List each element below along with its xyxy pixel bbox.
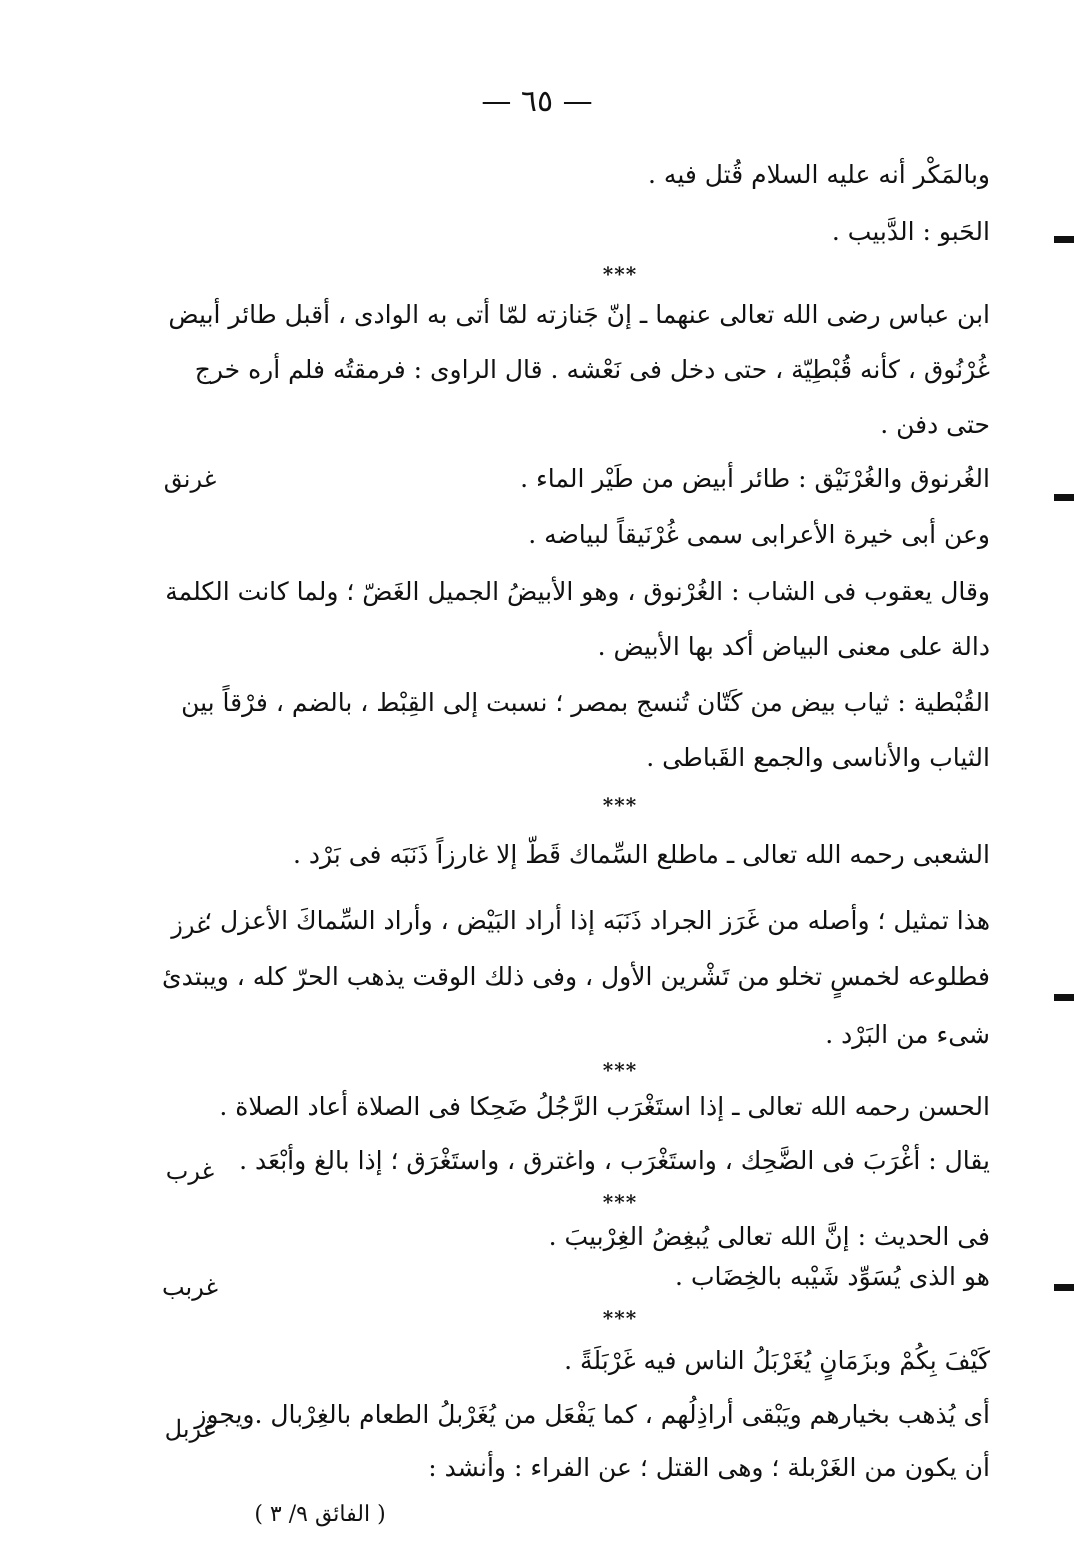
text-line: أن يكون من الغَرْبلة ؛ وهى القتل ؛ عن الفراء : وأنشد :	[428, 1453, 990, 1482]
margin-root-word: غرز	[171, 911, 209, 939]
edge-mark	[1054, 236, 1074, 243]
margin-root-word: غربب	[161, 1273, 219, 1301]
text-line: أى يُذهب بخيارهم ويَبْقى أراذِلُهم ، كما يَفْعَل من يُغَرْبلُ الطعام بالغِرْبال .ويجوز	[194, 1400, 990, 1429]
section-separator: ***	[602, 793, 638, 817]
text-line: يقال : أغْرَبَ فى الضَّحِك ، واستَغْرَب ، واغترق ، واستَغْرَق ؛ إذا بالغ وأبْعَد .	[239, 1146, 990, 1175]
section-separator: ***	[602, 1306, 638, 1330]
page-number: — ٦٥ —	[481, 84, 593, 119]
text-line: ابن عباس رضى الله تعالى عنهما ـ إنّ جَنازته لمّا أتى به الوادى ، أقبل طائر أبيض	[168, 300, 990, 329]
text-line: هو الذى يُسَوِّد شَيْبه بالخِضَاب .	[675, 1262, 990, 1291]
text-line: فطلوعه لخمسٍ تخلو من تَشْرين الأول ، وفى ذلك الوقت يذهب الحرّ كله ، ويبتدئ	[162, 962, 990, 991]
text-line: دالة على معنى البياض أكد بها الأبيض .	[597, 632, 990, 661]
section-separator: ***	[602, 1190, 638, 1214]
text-line: الحَبو : الدَّبيب .	[831, 217, 990, 246]
text-line: حتى دفن .	[880, 410, 990, 439]
text-line: الثياب والأناسى والجمع القَباطى .	[646, 743, 990, 772]
text-line: الغُرنوق والغُرْنَيْق : طائر أبيض من طَيْر الماء .	[520, 464, 990, 493]
signature-footer: ( الفائق ٩/ ٣ )	[254, 1502, 386, 1527]
section-separator: ***	[602, 1058, 638, 1082]
section-separator: ***	[602, 262, 638, 286]
text-line: فى الحديث : إنَّ الله تعالى يُبغِضُ الغِرْبيبَ .	[548, 1222, 990, 1251]
text-line: وبالمَكْر أنه عليه السلام قُتل فيه .	[648, 160, 990, 189]
text-line: وقال يعقوب فى الشاب : الغُرْنوق ، وهو الأبيضُ الجميل الغَضّ ؛ ولما كانت الكلمة	[165, 577, 990, 606]
text-line: الشعبى رحمه الله تعالى ـ ماطلع السِّماك قَطّ إلا غارزاً ذَنَبَه فى بَرْد .	[292, 840, 990, 869]
text-line: القُبْطية : ثياب بيض من كَتّان تُنسج بمصر ؛ نسبت إلى القِبْط ، بالضم ، فرْقاً بين	[181, 688, 990, 717]
edge-mark	[1054, 994, 1074, 1001]
text-line: وعن أبى خيرة الأعرابى سمى غُرْنَيقاً لبياضه .	[528, 520, 990, 549]
text-line: الحسن رحمه الله تعالى ـ إذا استَغْرَب الرَّجُلُ ضَحِكا فى الصلاة أعاد الصلاة .	[219, 1092, 990, 1121]
text-line: كَيْفَ بِكُمْ وبزَمَانٍ يُغَرْبَلُ الناس فيه غَرْبَلَةً .	[564, 1346, 990, 1375]
text-line: شىء من البَرْد .	[825, 1020, 990, 1049]
text-line: هذا تمثيل ؛ وأصله من غَرَز الجراد ذَنَبَه إذا أراد البَيْض ، وأراد السِّماكَ الأعزل ؛	[204, 906, 990, 935]
text-line: غُرْنُوق ، كأنه قُبْطِيّة ، حتى دخل فى نَعْشه . قال الراوى : فرمقتُه فلم أره خرج	[194, 355, 990, 384]
margin-root-word: غرب	[165, 1157, 215, 1185]
margin-root-word: غرنق	[163, 465, 217, 493]
margin-root-word: غربل	[164, 1415, 216, 1443]
edge-mark	[1054, 494, 1074, 501]
edge-mark	[1054, 1284, 1074, 1291]
